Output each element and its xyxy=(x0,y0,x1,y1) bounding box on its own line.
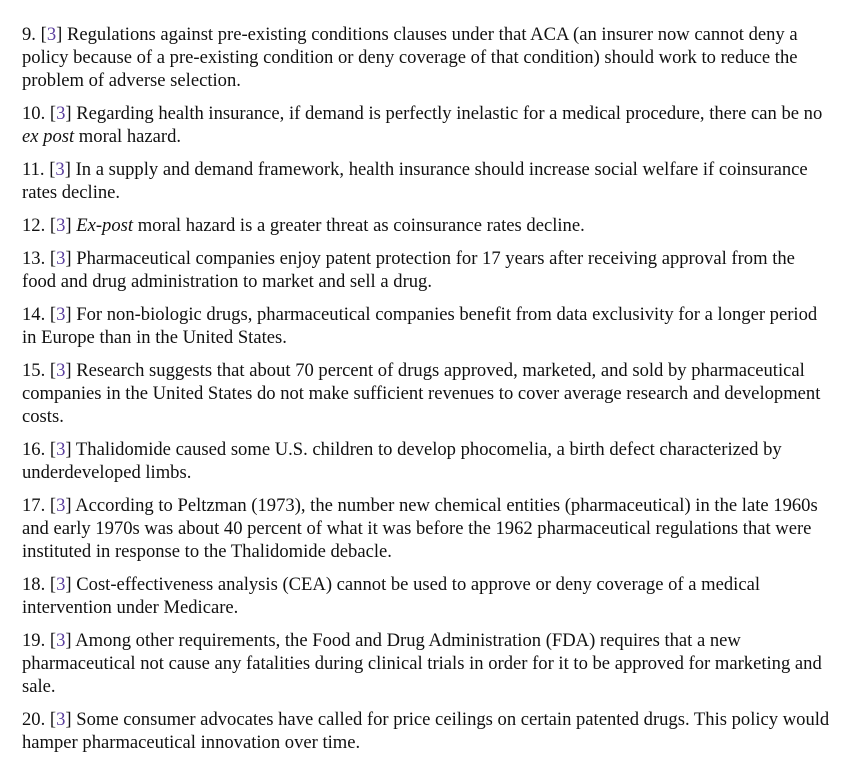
points-value: 3 xyxy=(56,103,66,124)
question-12: 12. [3] Ex-post moral hazard is a greater threat as coinsurance rates decline. xyxy=(22,215,585,236)
points-value: 3 xyxy=(56,215,66,236)
question-number: 18. xyxy=(22,574,46,595)
question-text: Among other requirements, the Food and Drug Administration (FDA) requires that a new pharmaceutical not cause any fatalities during clinical trials in order for it to be approved for marketing and sale. xyxy=(22,630,822,697)
question-20: 20. [3] Some consumer advocates have called for price ceilings on certain patented drugs. This policy would hamper pharmaceutical innovation over time. xyxy=(22,709,830,753)
question-text: Pharmaceutical companies enjoy patent protection for 17 years after receiving approval from the food and drug administration to market and sell a drug. xyxy=(22,248,795,292)
question-text: In a supply and demand framework, health insurance should increase social welfare if coinsurance rates decline. xyxy=(22,159,808,203)
question-text-tail: moral hazard. xyxy=(74,126,182,147)
question-number: 13. xyxy=(22,248,46,269)
question-18: 18. [3] Cost-effectiveness analysis (CEA) cannot be used to approve or deny coverage of a medical intervention under Medicare. xyxy=(22,574,761,618)
question-text: Regarding health insurance, if demand is perfectly inelastic for a medical procedure, there can be no xyxy=(76,103,823,124)
question-text: Research suggests that about 70 percent of drugs approved, marketed, and sold by pharmaceutical companies in the United States do not make sufficient revenues to cover average research and development costs. xyxy=(22,360,821,427)
question-text: Some consumer advocates have called for price ceilings on certain patented drugs. This policy would hamper pharmaceutical innovation over time. xyxy=(22,709,830,753)
question-text: According to Peltzman (1973), the number new chemical entities (pharmaceutical) in the late 1960s and early 1970s was about 40 percent of what it was before the 1962 pharmaceutical regulations that were instituted in response to the Thalidomide debacle. xyxy=(22,495,818,562)
question-text-italic: ex post xyxy=(22,126,75,147)
question-text: Cost-effectiveness analysis (CEA) cannot be used to approve or deny coverage of a medical intervention under Medicare. xyxy=(22,574,761,618)
question-number: 20. xyxy=(22,709,46,730)
question-number: 14. xyxy=(22,304,46,325)
question-text-tail: moral hazard is a greater threat as coinsurance rates decline. xyxy=(133,215,585,236)
question-text-italic: Ex-post xyxy=(76,215,134,236)
points-value: 3 xyxy=(56,630,66,651)
question-13: 13. [3] Pharmaceutical companies enjoy patent protection for 17 years after receiving approval from the food and drug administration to market and sell a drug. xyxy=(22,248,795,292)
question-text: For non-biologic drugs, pharmaceutical companies benefit from data exclusivity for a longer period in Europe than in the United States. xyxy=(22,304,818,348)
points-value: 3 xyxy=(56,709,66,730)
question-9: 9. [3] Regulations against pre-existing conditions clauses under that ACA (an insurer now cannot deny a policy because of a pre-existing condition or deny coverage of that condition) should work to reduce the problem of adverse selection. xyxy=(22,24,798,91)
question-14: 14. [3] For non-biologic drugs, pharmaceutical companies benefit from data exclusivity for a longer period in Europe than in the United States. xyxy=(22,304,818,348)
points-value: 3 xyxy=(56,439,66,460)
question-16: 16. [3] Thalidomide caused some U.S. children to develop phocomelia, a birth defect characterized by underdeveloped limbs. xyxy=(22,439,782,483)
question-number: 16. xyxy=(22,439,46,460)
points-value: 3 xyxy=(56,574,66,595)
question-15: 15. [3] Research suggests that about 70 percent of drugs approved, marketed, and sold by pharmaceutical companies in the United States do not make sufficient revenues to cover average research and development costs. xyxy=(22,360,821,427)
points-value: 3 xyxy=(56,304,66,325)
points-value: 3 xyxy=(56,360,66,381)
points-value: 3 xyxy=(56,495,66,516)
question-19: 19. [3] Among other requirements, the Food and Drug Administration (FDA) requires that a new pharmaceutical not cause any fatalities during clinical trials in order for it to be approved for marketing and sale. xyxy=(22,630,822,697)
points-value: 3 xyxy=(56,248,66,269)
question-number: 15. xyxy=(22,360,46,381)
points-value: 3 xyxy=(46,24,57,45)
question-number: 19. xyxy=(22,630,46,651)
question-number: 11. xyxy=(22,159,45,180)
question-number: 10. xyxy=(22,103,46,124)
question-number: 12. xyxy=(22,215,46,236)
question-11: 11. [3] In a supply and demand framework, health insurance should increase social welfare if coinsurance rates decline. xyxy=(22,159,808,203)
question-text: Thalidomide caused some U.S. children to develop phocomelia, a birth defect characterized by underdeveloped limbs. xyxy=(22,439,782,483)
question-number: 17. xyxy=(22,495,46,516)
question-number: 9. xyxy=(22,24,36,45)
question-10: 10. [3] Regarding health insurance, if demand is perfectly inelastic for a medical procedure, there can be no ex post moral hazard. xyxy=(22,103,823,147)
question-17: 17. [3] According to Peltzman (1973), the number new chemical entities (pharmaceutical) in the late 1960s and early 1970s was about 40 percent of what it was before the 1962 pharmaceutical regulations that were instituted in response to the Thalidomide debacle. xyxy=(22,495,818,562)
points-value: 3 xyxy=(55,159,65,180)
question-text: Regulations against pre-existing conditions clauses under that ACA (an insurer now cannot deny a policy because of a pre-existing condition or deny coverage of that condition) should work to reduce the problem of adverse selection. xyxy=(22,24,798,91)
